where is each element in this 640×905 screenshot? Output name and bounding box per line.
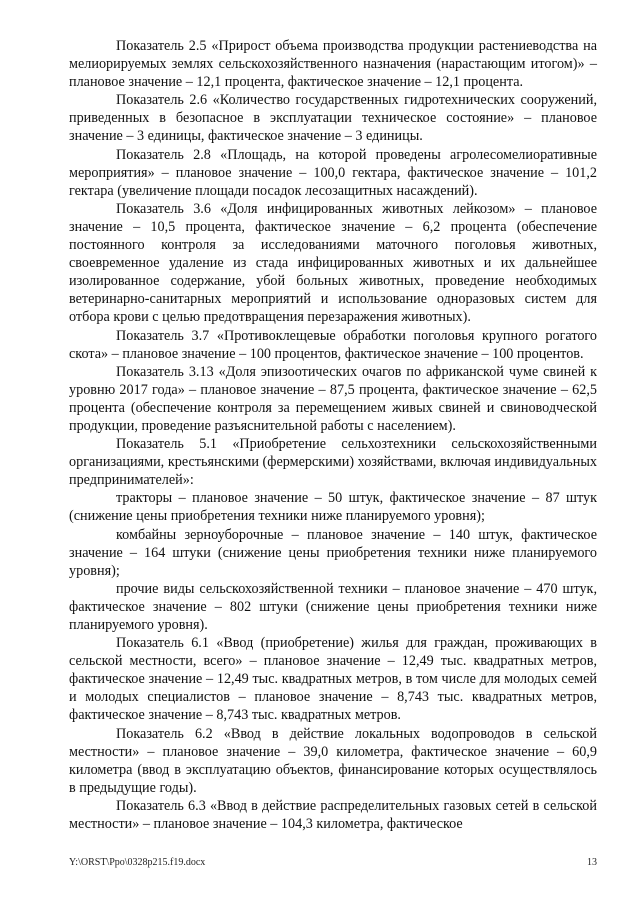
footer-file-path: Y:\ORST\Ppo\0328p215.f19.docx xyxy=(69,857,206,868)
paragraph-indicator-3-7: Показатель 3.7 «Противоклещевые обработки поголовья крупного рогатого скота» – плановое значение – 100 процентов, фактическое значение – 100 процентов. xyxy=(69,327,597,362)
paragraph-indicator-2-6: Показатель 2.6 «Количество государственных гидротехнических сооружений, приведенных в безопасное в эксплуатации техническое состояние» – плановое значение – 3 единицы, фактическое значение – 3 единицы. xyxy=(69,92,597,145)
paragraph-indicator-3-6: Показатель 3.6 «Доля инфицированных животных лейкозом» – плановое значение – 10,5 процента, фактическое значение – 6,2 процента (обеспечение постоянного контроля за исследованиями маточного поголовья животных, своевременное удаление из стада инфицированных животных и их дальнейшее изолированное содержание, убой больных животных, проведение необходимых ветеринарно-санитарных мероприятий и использование одноразовых систем для отбора крови с целью предотвращения перезаражения животных). xyxy=(69,200,597,326)
paragraph-indicator-2-8: Показатель 2.8 «Площадь, на которой проведены агролесомелиоративные мероприятия» – плановое значение – 100,0 гектара, фактическое значение – 101,2 гектара (увеличение площади посадок лесозащитных насаждений). xyxy=(69,146,597,199)
document-body xyxy=(69,37,597,833)
paragraph-combines: комбайны зерноуборочные – плановое значение – 140 штук, фактическое значение – 164 штуки (снижение цены приобретения техники ниже планируемого уровня); xyxy=(69,526,597,579)
page-number: 13 xyxy=(587,857,597,868)
paragraph-tractors: тракторы – плановое значение – 50 штук, фактическое значение – 87 штук (снижение цены приобретения техники ниже планируемого уровня); xyxy=(69,490,597,525)
paragraph-other-machinery: прочие виды сельскохозяйственной техники – плановое значение – 470 штук, фактическое значение – 802 штуки (снижение цены приобретения техники ниже планируемого уровня). xyxy=(69,580,597,633)
paragraph-indicator-6-3: Показатель 6.3 «Ввод в действие распределительных газовых сетей в сельской местности» – плановое значение – 104,3 километра, фактическое xyxy=(69,797,597,833)
paragraph-indicator-3-13: Показатель 3.13 «Доля эпизоотических очагов по африканской чуме свиней к уровню 2017 года» – плановое значение – 87,5 процента, фактическое значение – 62,5 процента (обеспечение контроля за перемещением живых свиней и свиноводческой продукции, проведение разъяснительной работы с населением). xyxy=(69,363,597,434)
paragraph-indicator-6-1: Показатель 6.1 «Ввод (приобретение) жилья для граждан, проживающих в сельской местности, всего» – плановое значение – 12,49 тыс. квадратных метров, фактическое значение – 12,49 тыс. квадратных метров, в том числе для молодых семей и молодых специалистов – плановое значение – 8,743 тыс. квадратных метров, фактическое значение – 8,743 тыс. квадратных метров. xyxy=(69,635,597,724)
paragraph-indicator-2-5: Показатель 2.5 «Прирост объема производства продукции растениеводства на мелиорируемых землях сельскохозяйственного назначения (нарастающим итогом)» – плановое значение – 12,1 процента, фактическое значение – 12,1 процента. xyxy=(69,38,597,91)
paragraph-indicator-6-2: Показатель 6.2 «Ввод в действие локальных водопроводов в сельской местности» – плановое значение – 39,0 километра, фактическое значение – 60,9 километра (ввод в эксплуатацию объектов, финансирование которых осуществлялось в предыдущие годы). xyxy=(69,725,597,796)
paragraph-indicator-5-1: Показатель 5.1 «Приобретение сельхозтехники сельскохозяйственными организациями, крестьянскими (фермерскими) хозяйствами, включая индивидуальных предпринимателей»: xyxy=(69,436,597,489)
